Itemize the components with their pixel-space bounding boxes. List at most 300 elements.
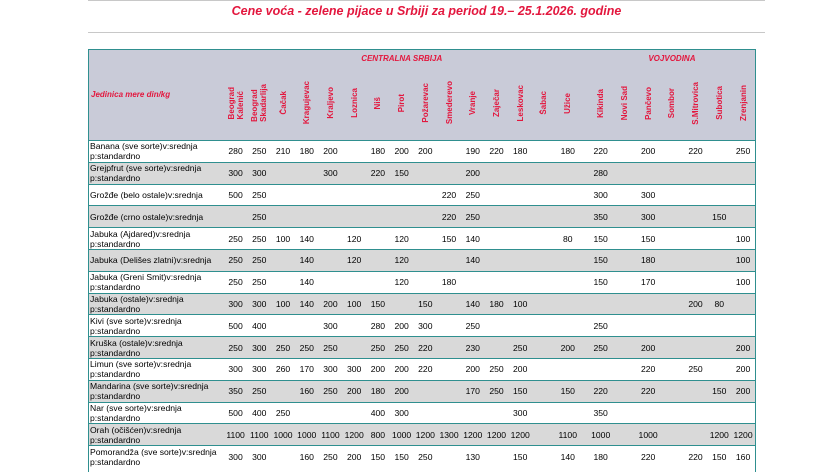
price-cell: 130 (461, 446, 485, 467)
row-gap (580, 337, 589, 359)
price-cell (532, 424, 556, 446)
price-cell (342, 184, 366, 206)
price-cell (295, 162, 319, 184)
price-cell: 220 (636, 380, 660, 402)
price-cell: 200 (731, 337, 755, 359)
price-cell (319, 206, 343, 228)
price-cell: 250 (319, 380, 343, 402)
city-header (437, 68, 461, 141)
product-name: Grejpfrut (sve sorte)v:srednja p:standardno (88, 162, 224, 184)
price-cell (556, 293, 580, 315)
price-cell (556, 271, 580, 293)
price-cell: 220 (589, 380, 613, 402)
price-cell (366, 271, 390, 293)
price-cell: 100 (731, 228, 755, 250)
price-cell: 250 (224, 271, 248, 293)
price-cell: 1000 (271, 424, 295, 446)
price-cell: 200 (342, 446, 366, 467)
price-cell: 140 (295, 293, 319, 315)
price-cell (319, 184, 343, 206)
price-cell (437, 249, 461, 271)
price-cell: 250 (247, 249, 271, 271)
price-cell (342, 141, 366, 163)
price-cell (613, 315, 637, 337)
row-gap (580, 141, 589, 163)
table-row (88, 162, 755, 184)
city-header (731, 68, 755, 141)
table-frame-left (88, 49, 89, 472)
city-name: Zaječar (491, 88, 501, 118)
price-cell (660, 184, 684, 206)
price-cell (390, 184, 414, 206)
price-cell: 220 (413, 358, 437, 380)
row-gap (580, 249, 589, 271)
price-cell (660, 402, 684, 424)
price-cell: 190 (461, 141, 485, 163)
price-cell: 300 (224, 446, 248, 467)
price-cell: 210 (271, 141, 295, 163)
city-name: Novi Sad (619, 85, 629, 121)
price-cell (660, 424, 684, 446)
price-cell (437, 358, 461, 380)
price-cell (295, 402, 319, 424)
price-cell: 180 (485, 293, 509, 315)
price-cell: 250 (247, 206, 271, 228)
price-cell: 200 (556, 337, 580, 359)
price-cell: 220 (684, 141, 708, 163)
price-cell (684, 206, 708, 228)
price-cell: 200 (636, 141, 660, 163)
price-cell: 500 (224, 184, 248, 206)
price-cell: 120 (390, 271, 414, 293)
price-cell (707, 162, 731, 184)
row-gap (580, 380, 589, 402)
city-name: Subotica (714, 86, 724, 120)
price-cell (556, 206, 580, 228)
price-cell: 500 (224, 402, 248, 424)
price-cell (532, 271, 556, 293)
price-cell (556, 402, 580, 424)
city-name: Zrenjanin (738, 84, 748, 121)
price-cell (556, 184, 580, 206)
price-cell (532, 293, 556, 315)
price-cell: 160 (295, 446, 319, 467)
price-cell: 300 (247, 293, 271, 315)
price-cell (613, 228, 637, 250)
price-cell (532, 249, 556, 271)
price-cell (271, 184, 295, 206)
price-cell: 140 (461, 228, 485, 250)
price-cell: 100 (271, 293, 295, 315)
price-cell: 250 (684, 358, 708, 380)
price-cell: 200 (319, 293, 343, 315)
price-cell: 180 (437, 271, 461, 293)
table-row (88, 380, 755, 402)
table-frame-right (755, 49, 756, 472)
price-cell (613, 402, 637, 424)
price-cell: 300 (508, 402, 532, 424)
table-row (88, 337, 755, 359)
price-cell: 150 (437, 228, 461, 250)
price-cell (660, 141, 684, 163)
table-row (88, 249, 755, 271)
product-name: Limun (sve sorte)v:srednja p:standardno (88, 358, 224, 380)
price-cell: 1200 (508, 424, 532, 446)
price-cell (707, 402, 731, 424)
price-cell (660, 293, 684, 315)
price-cell (508, 271, 532, 293)
city-header (684, 68, 708, 141)
product-name: Jabuka (ostale)v:srednja p:standardno (88, 293, 224, 315)
price-cell: 200 (319, 141, 343, 163)
price-cell: 300 (589, 184, 613, 206)
price-cell: 200 (390, 380, 414, 402)
city-header (413, 68, 437, 141)
price-cell (613, 249, 637, 271)
table-row (88, 206, 755, 228)
product-name: Grožđe (crno ostale)v:srednja (88, 206, 224, 228)
price-cell (271, 446, 295, 467)
product-name: Grožđe (belo ostale)v:srednja (88, 184, 224, 206)
price-cell: 300 (342, 358, 366, 380)
price-cell (319, 228, 343, 250)
price-cell: 500 (224, 315, 248, 337)
row-gap (580, 228, 589, 250)
price-cell (437, 293, 461, 315)
price-cell (613, 206, 637, 228)
price-cell: 160 (295, 380, 319, 402)
price-cell (485, 315, 509, 337)
price-cell: 220 (413, 337, 437, 359)
price-cell: 250 (731, 141, 755, 163)
city-name: Užice (563, 92, 573, 114)
price-cell: 1100 (319, 424, 343, 446)
price-cell (413, 206, 437, 228)
price-cell: 250 (485, 380, 509, 402)
price-cell: 150 (556, 380, 580, 402)
price-cell: 400 (366, 402, 390, 424)
price-cell (731, 206, 755, 228)
price-cell (731, 184, 755, 206)
price-cell (342, 162, 366, 184)
city-header (589, 68, 613, 141)
price-cell: 280 (224, 141, 248, 163)
price-cell: 280 (366, 315, 390, 337)
price-cell (684, 271, 708, 293)
price-cell: 300 (247, 358, 271, 380)
city-header (636, 68, 660, 141)
price-cell: 200 (390, 315, 414, 337)
row-gap (580, 358, 589, 380)
price-cell (532, 402, 556, 424)
price-cell (461, 271, 485, 293)
price-cell: 140 (556, 446, 580, 467)
price-cell (390, 293, 414, 315)
price-cell: 300 (319, 358, 343, 380)
price-cell (413, 249, 437, 271)
price-cell: 120 (390, 228, 414, 250)
header-group-row (88, 49, 755, 68)
price-cell: 200 (684, 293, 708, 315)
price-cell: 170 (295, 358, 319, 380)
price-cell: 180 (366, 141, 390, 163)
price-cell: 250 (319, 337, 343, 359)
city-name: Čačak (278, 91, 288, 115)
city-name: Pančevo (643, 86, 653, 120)
city-header (508, 68, 532, 141)
price-cell: 150 (366, 293, 390, 315)
price-cell: 150 (589, 228, 613, 250)
price-cell: 200 (413, 141, 437, 163)
price-cell (660, 358, 684, 380)
city-header (247, 68, 271, 141)
price-cell (532, 380, 556, 402)
city-name: Smederevo (444, 81, 454, 125)
price-cell: 140 (295, 271, 319, 293)
price-cell (437, 315, 461, 337)
price-cell (532, 337, 556, 359)
price-cell (556, 249, 580, 271)
price-cell (613, 358, 637, 380)
city-name: S.Mitrovica (691, 81, 701, 125)
price-cell (532, 206, 556, 228)
price-cell (660, 271, 684, 293)
price-cell (532, 228, 556, 250)
price-cell: 140 (295, 249, 319, 271)
price-cell: 300 (224, 162, 248, 184)
price-cell (271, 162, 295, 184)
price-cell: 200 (508, 358, 532, 380)
price-cell (485, 337, 509, 359)
price-cell: 250 (413, 446, 437, 467)
price-cell (684, 184, 708, 206)
price-cell (485, 271, 509, 293)
price-cell (556, 358, 580, 380)
product-name: Jabuka (Ajdared)v:srednja p:standardno (88, 228, 224, 250)
price-cell: 200 (461, 162, 485, 184)
price-cell: 250 (366, 337, 390, 359)
price-table (88, 49, 755, 467)
table-row (88, 293, 755, 315)
price-cell: 250 (461, 184, 485, 206)
city-header (342, 68, 366, 141)
price-cell: 100 (731, 271, 755, 293)
price-cell: 80 (556, 228, 580, 250)
price-cell: 250 (224, 249, 248, 271)
price-cell (508, 162, 532, 184)
price-cell (731, 315, 755, 337)
price-cell (485, 249, 509, 271)
price-cell (684, 249, 708, 271)
price-cell (532, 446, 556, 467)
price-cell (390, 206, 414, 228)
group-vojvodina: VOJVODINA (589, 49, 755, 68)
price-cell (684, 337, 708, 359)
price-cell (613, 337, 637, 359)
price-cell: 200 (390, 141, 414, 163)
price-cell (532, 358, 556, 380)
unit-label: Jedinica mere din/kg (88, 49, 224, 141)
price-cell: 250 (271, 337, 295, 359)
price-cell: 800 (366, 424, 390, 446)
row-gap (580, 402, 589, 424)
price-cell (342, 337, 366, 359)
price-cell: 120 (342, 228, 366, 250)
price-cell: 250 (589, 315, 613, 337)
price-cell: 1100 (556, 424, 580, 446)
price-cell (684, 162, 708, 184)
price-cell: 1000 (295, 424, 319, 446)
price-cell (437, 162, 461, 184)
price-cell (437, 380, 461, 402)
price-cell (271, 380, 295, 402)
price-cell (271, 206, 295, 228)
price-cell (660, 315, 684, 337)
price-cell (271, 249, 295, 271)
price-cell (271, 315, 295, 337)
city-name: Kikinda (596, 88, 606, 118)
product-name: Nar (sve sorte)v:srednja p:standardno (88, 402, 224, 424)
price-cell (613, 446, 637, 467)
price-cell: 400 (247, 402, 271, 424)
price-cell (556, 162, 580, 184)
price-cell: 220 (589, 141, 613, 163)
price-cell (508, 249, 532, 271)
price-cell: 150 (589, 249, 613, 271)
price-cell (485, 446, 509, 467)
price-cell (413, 228, 437, 250)
table-row (88, 446, 755, 467)
price-cell (295, 184, 319, 206)
table-row (88, 141, 755, 163)
price-cell (660, 206, 684, 228)
price-cell (707, 271, 731, 293)
price-cell: 280 (589, 162, 613, 184)
price-cell: 250 (247, 380, 271, 402)
price-cell: 350 (589, 206, 613, 228)
group-central-srbija: CENTRALNA SRBIJA (224, 49, 580, 68)
price-cell: 120 (390, 249, 414, 271)
price-cell (342, 271, 366, 293)
table-row (88, 315, 755, 337)
price-cell (636, 162, 660, 184)
price-cell (707, 337, 731, 359)
city-header (295, 68, 319, 141)
price-cell (660, 446, 684, 467)
price-cell: 1100 (247, 424, 271, 446)
price-cell: 150 (636, 228, 660, 250)
price-cell: 300 (413, 315, 437, 337)
price-cell: 160 (731, 446, 755, 467)
price-cell: 250 (224, 337, 248, 359)
price-cell (660, 380, 684, 402)
top-divider (88, 0, 765, 1)
price-cell: 250 (247, 271, 271, 293)
price-cell: 250 (485, 358, 509, 380)
price-cell: 180 (636, 249, 660, 271)
price-cell (589, 358, 613, 380)
price-cell (295, 315, 319, 337)
price-cell (342, 315, 366, 337)
price-cell (224, 206, 248, 228)
price-cell: 1000 (589, 424, 613, 446)
price-cell (660, 337, 684, 359)
product-name: Jabuka (Delišes zlatni)v:srednja (88, 249, 224, 271)
city-header (366, 68, 390, 141)
price-cell: 150 (707, 206, 731, 228)
price-cell (532, 315, 556, 337)
price-cell (366, 184, 390, 206)
price-cell: 300 (636, 206, 660, 228)
price-cell: 100 (731, 249, 755, 271)
price-cell: 220 (366, 162, 390, 184)
city-header (613, 68, 637, 141)
price-cell (295, 206, 319, 228)
price-cell: 170 (636, 271, 660, 293)
title-divider (88, 32, 765, 33)
price-cell (413, 162, 437, 184)
price-cell (413, 402, 437, 424)
price-cell (532, 141, 556, 163)
price-cell: 170 (461, 380, 485, 402)
price-cell (707, 358, 731, 380)
city-name: Loznica (349, 88, 359, 118)
price-cell: 1100 (224, 424, 248, 446)
row-gap (580, 206, 589, 228)
price-cell (731, 162, 755, 184)
price-cell: 300 (224, 358, 248, 380)
price-cell (413, 184, 437, 206)
price-cell (508, 315, 532, 337)
city-name: Pirot (397, 93, 407, 113)
price-cell: 120 (342, 249, 366, 271)
price-cell (589, 293, 613, 315)
price-cell (660, 249, 684, 271)
city-header (556, 68, 580, 141)
price-cell: 80 (707, 293, 731, 315)
city-name: Kraljevo (325, 87, 335, 119)
price-cell: 250 (589, 337, 613, 359)
price-cell: 100 (271, 228, 295, 250)
price-cell (319, 249, 343, 271)
price-cell: 150 (508, 380, 532, 402)
price-cell (437, 337, 461, 359)
price-cell: 220 (437, 206, 461, 228)
city-header (461, 68, 485, 141)
price-cell: 150 (707, 446, 731, 467)
city-name: Sombor (667, 87, 677, 119)
price-cell: 300 (319, 162, 343, 184)
price-cell (684, 424, 708, 446)
city-header (660, 68, 684, 141)
price-cell: 100 (508, 293, 532, 315)
city-header (532, 68, 556, 141)
price-cell: 250 (224, 228, 248, 250)
price-cell (660, 228, 684, 250)
price-cell: 250 (247, 184, 271, 206)
row-gap (580, 162, 589, 184)
price-cell (319, 271, 343, 293)
price-cell: 1200 (413, 424, 437, 446)
price-cell (613, 162, 637, 184)
price-cell (613, 184, 637, 206)
price-cell: 1200 (485, 424, 509, 446)
price-cell: 140 (461, 293, 485, 315)
price-cell: 1300 (437, 424, 461, 446)
price-cell: 250 (390, 337, 414, 359)
price-cell (508, 206, 532, 228)
price-cell: 180 (295, 141, 319, 163)
